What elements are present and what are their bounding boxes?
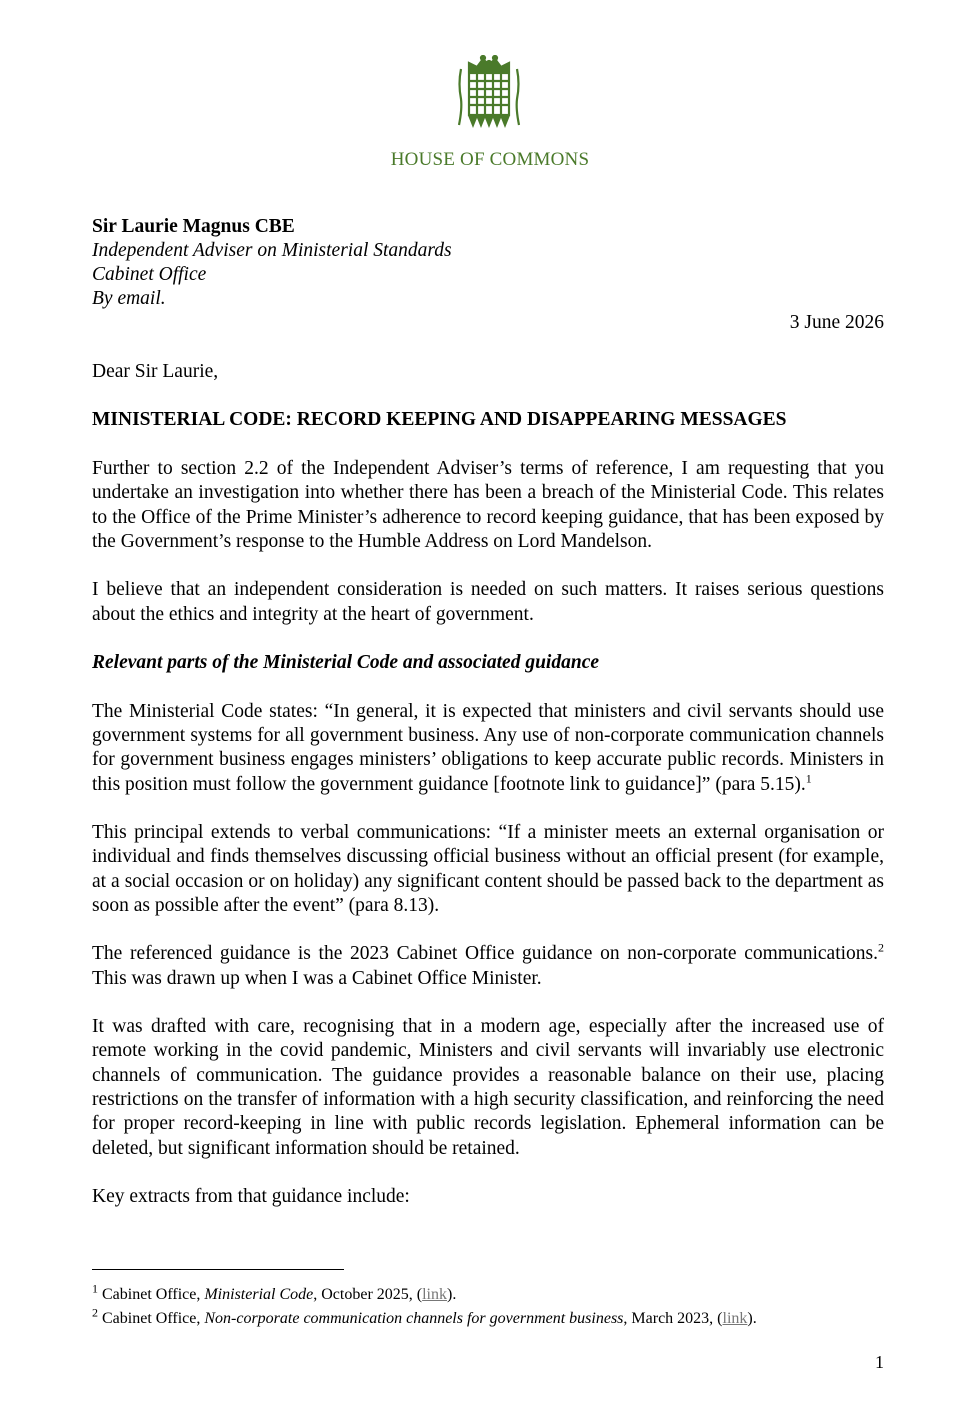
subject-heading: MINISTERIAL CODE: RECORD KEEPING AND DISAPPEARING MESSAGES xyxy=(92,409,787,431)
recipient-name: Sir Laurie Magnus CBE xyxy=(92,216,295,237)
footnote-divider xyxy=(92,1269,344,1270)
house-of-commons-title: HOUSE OF COMMONS xyxy=(390,149,590,170)
recipient-office: Cabinet Office xyxy=(92,264,207,285)
paragraph-2: I believe that an independent consideration is needed on such matters. It raises serious questions about the ethics and integrity at the heart of government. xyxy=(92,579,884,625)
footnote-text: Cabinet Office, xyxy=(98,1310,205,1327)
paragraph-6: It was drafted with care, recognising that in a modern age, especially after the increased use of remote working in the covid pandemic, Ministers and civil servants will invariably use electronic channels of communication. The guidance provides a reasonable balance on their use, placing restrictions on the transfer of information with a high security classification, and reinforcing the need for proper record-keeping in line with public records legislation. Ephemeral information can be deleted, but significant information should be retained. xyxy=(92,1016,884,1159)
letter-date: 3 June 2026 xyxy=(789,312,884,333)
footnote-link[interactable]: link xyxy=(422,1286,447,1303)
salutation: Dear Sir Laurie, xyxy=(92,361,219,382)
footnote-number: 2 xyxy=(92,1305,98,1320)
footnote-text: ). xyxy=(747,1310,757,1327)
recipient-address xyxy=(92,215,452,311)
portcullis-crest-icon xyxy=(455,55,523,131)
paragraph-3-text: The Ministerial Code states: “In general, it is expected that ministers and civil servants should use government systems for all government business. Any use of non-corporate communication channels for government business engages ministers’ obligations to keep accurate public records. Ministers in this position must follow the government guidance [footnote link to guidance]” (para 5.15). xyxy=(92,700,884,795)
paragraph-1: Further to section 2.2 of the Independent Adviser’s terms of reference, I am requesting that you undertake an investigation into whether there has been a breach of the Ministerial Code. This relates to the Office of the Prime Minister’s adherence to record keeping guidance, that has been exposed by the Government’s response to the Humble Address on Lord Mandelson. xyxy=(92,457,884,552)
paragraph-3 xyxy=(92,700,884,797)
footnote-2 xyxy=(92,1307,892,1331)
footnote-ref-2[interactable]: 2 xyxy=(878,940,884,955)
footnote-text: , March 2023, ( xyxy=(623,1310,723,1327)
paragraph-5-text-b: This was drawn up when I was a Cabinet Office Minister. xyxy=(92,967,542,989)
footnote-text: ). xyxy=(446,1286,457,1303)
paragraph-5-text-a: The referenced guidance is the 2023 Cabinet Office guidance on non-corporate communications. xyxy=(92,943,878,965)
footnote-number: 1 xyxy=(92,1281,98,1296)
delivery-method: By email. xyxy=(92,288,166,309)
letter-body xyxy=(92,360,884,1234)
paragraph-5 xyxy=(92,942,884,991)
footnote-title: Non-corporate communication channels for government business xyxy=(204,1310,624,1327)
section-subheading: Relevant parts of the Ministerial Code and associated guidance xyxy=(92,652,600,674)
footnote-ref-1[interactable]: 1 xyxy=(805,771,812,785)
footnote-1 xyxy=(92,1283,892,1307)
footnote-link[interactable]: link xyxy=(722,1310,748,1327)
page-number: 1 xyxy=(875,1352,884,1372)
footnotes xyxy=(92,1283,892,1331)
paragraph-4: This principal extends to verbal communications: “If a minister meets an external organisation or individual and finds themselves discussing official business without an official present (for example, at a social occasion or on holiday) any significant content should be passed back to the department as soon as possible after the event” (para 8.13). xyxy=(92,821,884,916)
recipient-title: Independent Adviser on Ministerial Standards xyxy=(92,240,452,261)
paragraph-7: Key extracts from that guidance include: xyxy=(92,1186,410,1208)
footnote-text: Cabinet Office, xyxy=(98,1286,205,1303)
footnote-title: Ministerial Code xyxy=(204,1286,314,1303)
footnote-text: , October 2025, ( xyxy=(313,1286,423,1303)
